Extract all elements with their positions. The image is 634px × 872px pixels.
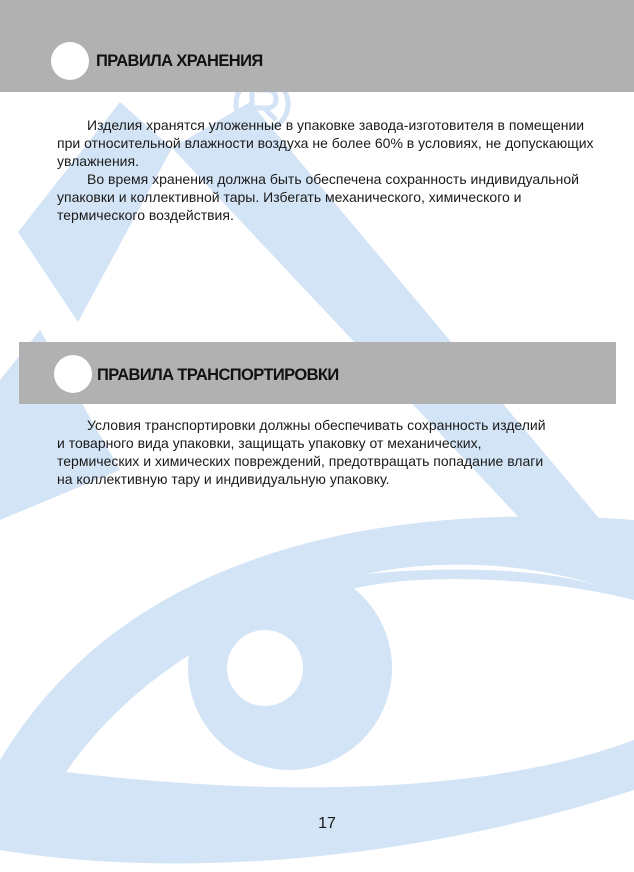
bullet-circle-icon	[54, 355, 92, 393]
bullet-circle-icon	[51, 42, 89, 80]
section-header-transport	[19, 342, 616, 404]
paragraph: Во время хранения должна быть обеспечена сохранность индивидуальной упаковки и коллективной тары. Избегать механического, химического и термического воздействия.	[57, 171, 579, 223]
page-number: 17	[318, 815, 336, 832]
paragraph: Изделия хранятся уложенные в упаковке завода-изготовителя в помещении при относительной влажности воздуха не более 60% в условиях, не допускающих увлажнения.	[57, 117, 594, 169]
transport-rules-text	[57, 416, 557, 488]
paragraph: Условия транспортировки должны обеспечивать сохранность изделий и товарного вида упаковки, защищать упаковку от механических, термических и химических повреждений, предотвращать попадание влаги на коллективную тару и индивидуальную упаковку.	[57, 417, 546, 487]
section-title-storage: ПРАВИЛА ХРАНЕНИЯ	[96, 52, 263, 70]
section-header-storage	[0, 0, 634, 92]
section-title-transport: ПРАВИЛА ТРАНСПОРТИРОВКИ	[97, 366, 339, 384]
storage-rules-text	[57, 116, 597, 224]
